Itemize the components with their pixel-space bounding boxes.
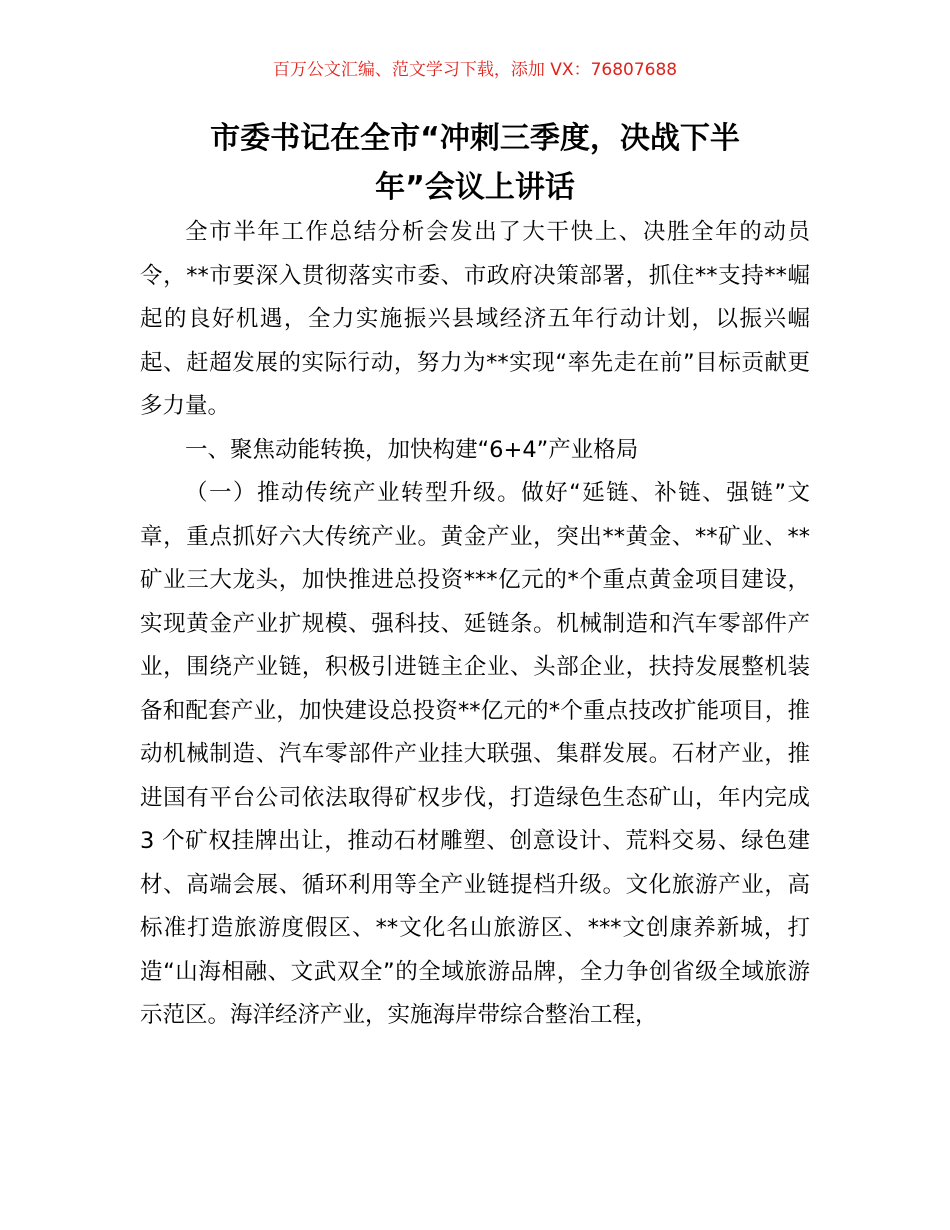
section-heading-1: 一、聚焦动能转换，加快构建“6+4”产业格局 (185, 436, 639, 463)
header-banner: 百万公文汇编、范文学习下载，添加 VX：76807688 (272, 60, 678, 80)
document-title-line-2: 年”会议上讲话 (375, 170, 575, 205)
document-title-line-1: 市委书记在全市“冲刺三季度，决战下半 (210, 121, 740, 156)
subsection-paragraph-1: （一）推动传统产业转型升级。做好“延链、补链、强链”文章，重点抓好六大传统产业。黄金产业，突出**黄金、**矿业、**矿业三大龙头，加快推进总投资***亿元的*个重点黄金项目建设，实现黄金产业扩规模、强科技、延链条。机械制造和汽车零部件产业，围绕产业链，积极引进链主企业、头部企业，扶持发展整机装备和配套产业，加快建设总投资**亿元的*个重点技改扩能项目，推动机械制造、汽车零部件产业挂大联强、集群发展。石材产业，推进国有平台公司依法取得矿权步伐，打造绿色生态矿山，年内完成 3 个矿权挂牌出让，推动石材雕塑、创意设计、荒料交易、绿色建材、高端会展、循环利用等全产业链提档升级。文化旅游产业，高标准打造旅游度假区、**文化名山旅游区、***文创康养新城，打造“山海相融、文武双全”的全域旅游品牌，全力争创省级全域旅游示范区。海洋经济产业，实施海岸带综合整治工程， (140, 480, 810, 1028)
intro-paragraph: 全市半年工作总结分析会发出了大干快上、决胜全年的动员令，**市要深入贯彻落实市委、市政府决策部署，抓住**支持**崛起的良好机遇，全力实施振兴县域经济五年行动计划，以振兴崛起、赶超发展的实际行动，努力为**实现“率先走在前”目标贡献更多力量。 (140, 219, 810, 419)
document-body (140, 211, 810, 1038)
document-title (140, 114, 810, 212)
